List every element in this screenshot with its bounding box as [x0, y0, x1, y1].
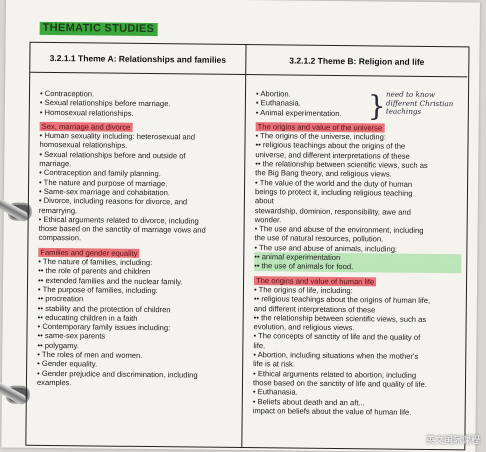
section-title-families: Families and gender equality: [38, 248, 139, 258]
list-item: • Gender equality.: [37, 359, 98, 369]
list-item: • Sexual relationships before and outside of: [39, 149, 186, 161]
list-item: •• the relationship between scientific views, such as: [253, 312, 427, 324]
list-item: • The purpose of families, including:: [37, 284, 158, 296]
list-item: those based on the sanctity of life and quality of life.: [252, 378, 427, 389]
list-item: • Sexual relationships before marriage.: [39, 98, 171, 109]
list-item: life.: [253, 340, 266, 350]
list-item: • The nature of families, including:: [38, 256, 153, 268]
theme-a-heading: 3.2.1.1 Theme A: Relationships and families: [30, 43, 246, 75]
list-item: • Ethical arguments related to divorce, including: [38, 214, 199, 226]
section-title-human-life: The origins and value of human life: [254, 276, 376, 287]
theme-a-column: [26, 73, 246, 447]
list-item: • Abortion, including situations when the mother's: [253, 350, 419, 361]
list-item: • The origins of the universe, including:: [255, 131, 387, 142]
list-item: • Ethical arguments related to abortion, including: [253, 368, 417, 380]
list-item: • Contemporary family issues including:: [37, 321, 171, 333]
list-item: homosexual relationships.: [39, 140, 128, 151]
list-item: • The use and abuse of the environment, including: [254, 224, 424, 236]
list-item: the use of natural resources, pollution.: [254, 233, 384, 244]
watermark-logo: 英文国际课程: [425, 435, 480, 445]
list-item: • Homosexual relationships.: [39, 107, 134, 118]
list-item: examples.: [36, 377, 72, 388]
list-item: universe, and different interpretations of these: [255, 149, 410, 161]
handwritten-brace: }: [367, 89, 386, 123]
list-item: beings to protect it, including religious teaching: [254, 187, 413, 198]
list-item: • The nature and purpose of marriage.: [39, 177, 168, 188]
list-item: • The origins of life, including:: [253, 285, 353, 296]
list-item: • Animal experimentation.: [255, 107, 342, 118]
list-item: •• the relationship between scientific views, such as: [255, 159, 428, 171]
list-item: • The use and abuse of animals, including:: [254, 242, 398, 254]
list-item: • Euthanasia.: [252, 387, 298, 397]
list-item: •• extended families and the nuclear family.: [38, 275, 183, 287]
page-title: THEMATIC STUDIES: [40, 22, 158, 36]
list-item: compassion.: [38, 233, 82, 243]
list-item: •• stability and the protection of children: [37, 303, 171, 314]
list-item: marriage.: [39, 158, 72, 169]
list-item: •• same-sex parents: [37, 331, 106, 341]
list-item: • Gender prejudice and discrimination, including: [37, 368, 198, 380]
list-item: • The roles of men and women.: [37, 349, 143, 360]
list-item: •• the role of parents and children: [38, 266, 151, 277]
list-item: wonder.: [254, 214, 282, 225]
list-item: • Abortion.: [255, 89, 291, 99]
list-item: • Euthanasia.: [255, 98, 301, 108]
list-item: •• religious teachings about the origins of the: [255, 140, 406, 152]
list-item: and different interpretations of these: [253, 303, 376, 314]
theme-b-heading: 3.2.1.2 Theme B: Religion and life: [246, 45, 467, 77]
list-item: • Divorce, including reasons for divorce, and: [38, 196, 188, 207]
section-title-sex-marriage: Sex, marriage and divorce: [40, 122, 133, 132]
list-item: • Human sexuality including: heterosexual and: [39, 131, 196, 142]
list-item: •• animal experimentation: [254, 252, 461, 263]
list-item: • Same-sex marriage and cohabitation.: [38, 186, 171, 198]
list-item: those based on the sanctity of marriage vows and: [38, 224, 206, 235]
list-item: • Contraception.: [39, 88, 95, 99]
list-item: •• religious teachings about the origins of human life,: [253, 294, 431, 306]
list-item: evolution, and religious views.: [253, 322, 355, 333]
list-item: about: [254, 196, 274, 206]
list-item: •• educating children in a faith: [37, 312, 138, 323]
list-item: • The concepts of sanctity of life and the quality of: [253, 331, 421, 343]
list-item: life is at risk.: [253, 359, 296, 369]
list-item: the Big Bang theory, and religious views.: [255, 168, 392, 179]
section-title-universe: The origins and value of the universe: [256, 122, 385, 133]
list-item: •• the use of animals for food.: [254, 261, 461, 272]
list-item: • Contraception and family planning.: [39, 168, 161, 179]
themes-table: [25, 42, 469, 451]
list-item: •• procreation: [37, 294, 84, 304]
handwritten-note: need to know different Christian teachings: [385, 89, 454, 117]
list-item: •• polygamy.: [37, 340, 79, 351]
list-item: impact on beliefs about the value of human life.: [252, 405, 412, 417]
list-item: • Beliefs about death and an aft...: [252, 396, 365, 407]
list-item: remarrying.: [38, 205, 78, 215]
list-item: stewardship, dominion, responsibility, awe and: [254, 205, 411, 217]
list-item: • The value of the world and the duty of human: [255, 177, 413, 189]
theme-b-column: [242, 75, 467, 449]
worksheet-page: [1, 0, 480, 452]
